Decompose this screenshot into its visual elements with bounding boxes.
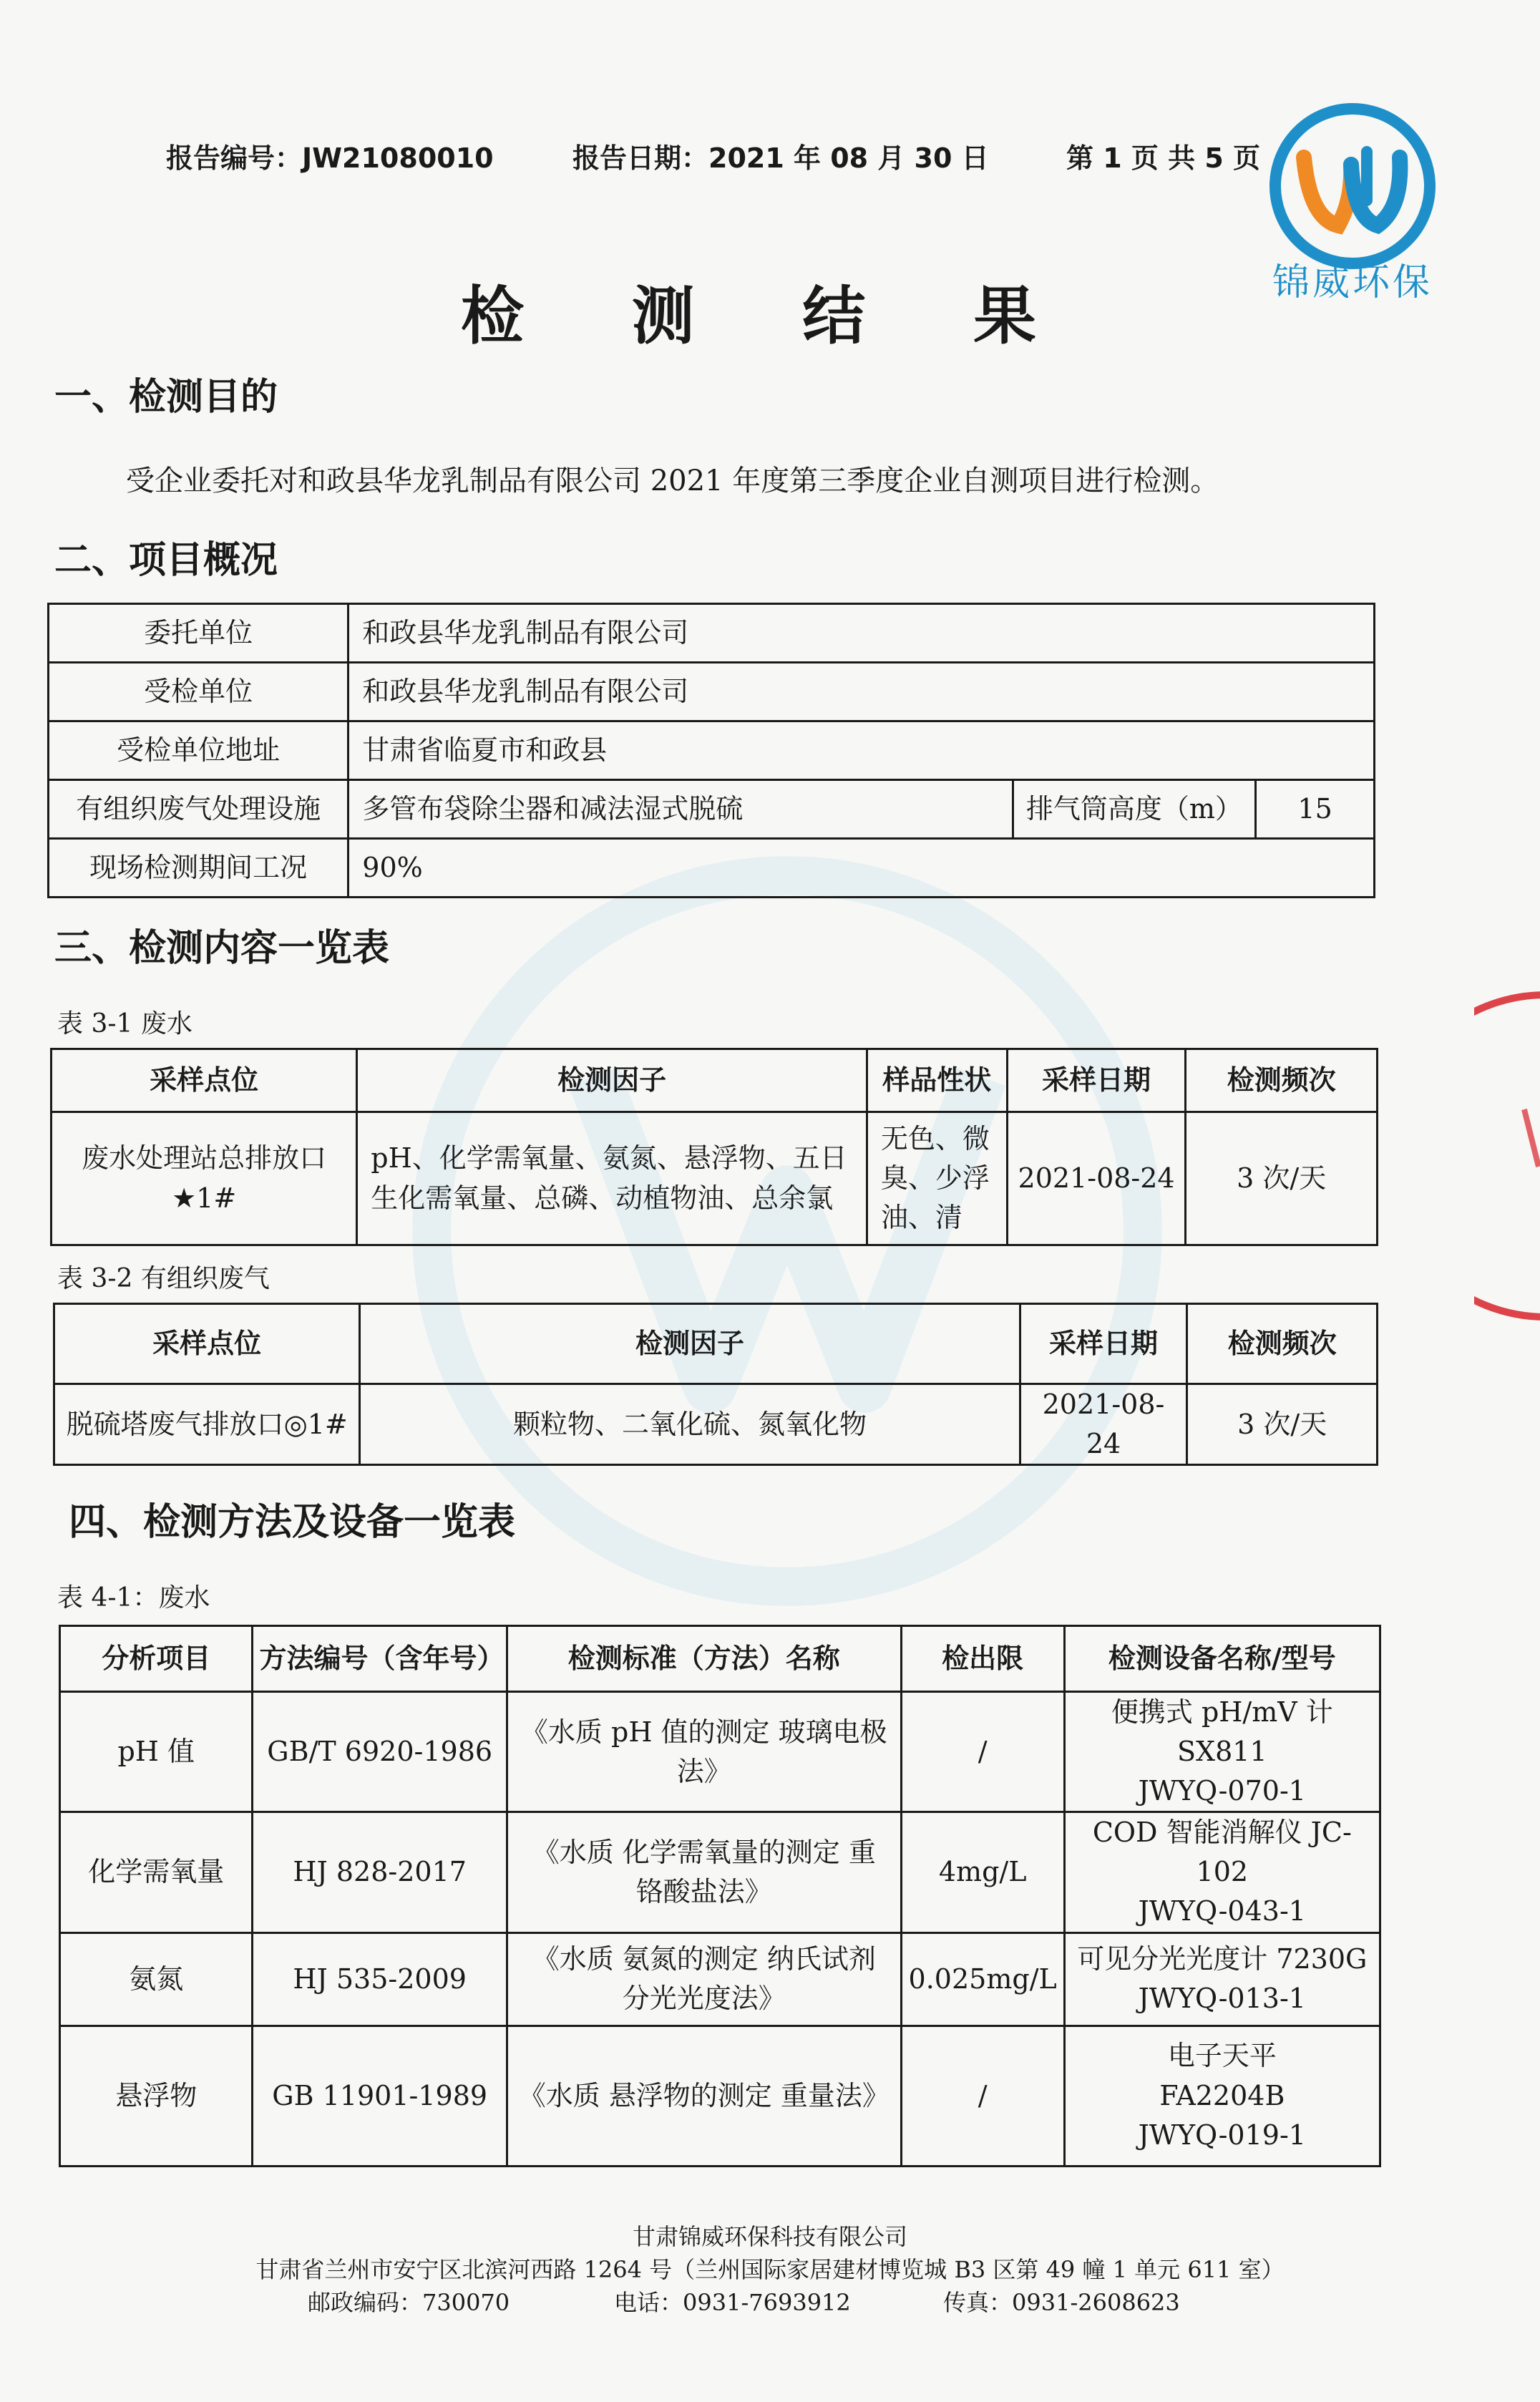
table-row	[60, 2026, 1380, 2166]
table-header-row	[52, 1049, 1378, 1112]
text-line: 生化需氧量、总磷、动植物油、总余氯	[371, 1182, 834, 1214]
item-cell: 化学需氧量	[60, 1812, 253, 1932]
project-overview-table	[47, 603, 1375, 898]
footer-phone: 电话：0931-7693912	[614, 2289, 851, 2316]
section-1-heading: 一、检测目的	[54, 376, 278, 419]
value-cell: 和政县华龙乳制品有限公司	[349, 604, 1375, 663]
text-line: 法》	[676, 1755, 731, 1787]
text-line: 便携式 pH/mV 计 SX811	[1111, 1696, 1333, 1768]
limit-cell: /	[901, 1692, 1064, 1812]
table-3-2-caption: 表 3-2 有组织废气	[57, 1264, 270, 1293]
section-1-text: 受企业委托对和政县华龙乳制品有限公司 2021 年度第三季度企业自测项目进行检测。	[126, 465, 1219, 497]
standard-cell	[507, 1932, 901, 2026]
text-line: ★1#	[172, 1182, 237, 1214]
page-number: 第 1 页 共 5 页	[1066, 142, 1261, 174]
table-row	[60, 1932, 1380, 2026]
table-row	[60, 1812, 1380, 1932]
code-cell: GB/T 6920-1986	[253, 1692, 507, 1812]
table-row	[60, 1692, 1380, 1812]
limit-cell: 4mg/L	[901, 1812, 1064, 1932]
table-3-1	[50, 1048, 1378, 1246]
text-line: 《水质 化学需氧量的测定 重	[532, 1836, 876, 1868]
label-cell: 有组织废气处理设施	[49, 780, 349, 839]
table-row	[49, 721, 1375, 780]
text-line: 油、清	[880, 1202, 962, 1234]
sampling-point-cell	[52, 1112, 357, 1245]
text-line: JWYQ-043-1	[1138, 1895, 1306, 1927]
equipment-cell	[1064, 1812, 1380, 1932]
text-line: COD 智能消解仪 JC-102	[1092, 1817, 1352, 1888]
value-cell: 90%	[349, 839, 1375, 898]
value-cell: 15	[1256, 780, 1375, 839]
table-4-1	[59, 1625, 1381, 2167]
column-header: 采样日期	[1007, 1049, 1186, 1112]
footer-company: 甘肃锦威环保科技有限公司	[632, 2223, 907, 2250]
value-cell: 甘肃省临夏市和政县	[349, 721, 1375, 780]
date-cell: 2021-08-24	[1007, 1112, 1186, 1245]
label-cell: 现场检测期间工况	[49, 839, 349, 898]
item-cell: pH 值	[60, 1692, 253, 1812]
label-cell: 排气筒高度（m）	[1013, 780, 1256, 839]
column-header: 采样点位	[52, 1049, 357, 1112]
item-cell: 氨氮	[60, 1932, 253, 2026]
limit-cell: /	[901, 2026, 1064, 2166]
equipment-cell	[1064, 1932, 1380, 2026]
report-date: 报告日期：2021 年 08 月 30 日	[572, 142, 989, 174]
column-header: 样品性状	[867, 1049, 1007, 1112]
code-cell: GB 11901-1989	[253, 2026, 507, 2166]
section-2-heading: 二、项目概况	[54, 539, 278, 582]
column-header: 检测设备名称/型号	[1064, 1626, 1380, 1692]
code-cell: HJ 828-2017	[253, 1812, 507, 1932]
date-cell: 2021-08-24	[1020, 1384, 1187, 1465]
red-seal-stamp	[1474, 988, 1540, 1324]
column-header: 检测频次	[1187, 1304, 1378, 1384]
label-cell: 受检单位地址	[49, 721, 349, 780]
column-header: 采样点位	[54, 1304, 360, 1384]
frequency-cell: 3 次/天	[1186, 1112, 1378, 1245]
text-line: JWYQ-070-1	[1138, 1775, 1306, 1807]
label-cell: 受检单位	[49, 663, 349, 721]
table-row	[49, 839, 1375, 898]
footer-postcode: 邮政编码：730070	[308, 2289, 510, 2316]
value-cell: 多管布袋除尘器和减法湿式脱硫	[349, 780, 1013, 839]
footer-address: 甘肃省兰州市安宁区北滨河西路 1264 号（兰州国际家居建材博览城 B3 区第 49 幢 1 单元 611 室）	[255, 2256, 1285, 2283]
equipment-cell	[1064, 1692, 1380, 1812]
item-cell: 悬浮物	[60, 2026, 253, 2166]
equipment-cell	[1064, 2026, 1380, 2166]
table-3-2	[53, 1303, 1378, 1466]
column-header: 检测频次	[1186, 1049, 1378, 1112]
standard-cell: 《水质 悬浮物的测定 重量法》	[507, 2026, 901, 2166]
code-cell: HJ 535-2009	[253, 1932, 507, 2026]
limit-cell: 0.025mg/L	[901, 1932, 1064, 2026]
column-header: 检测因子	[360, 1304, 1020, 1384]
column-header: 方法编号（含年号）	[253, 1626, 507, 1692]
footer-fax: 传真：0931-2608623	[943, 2289, 1180, 2316]
column-header: 检测标准（方法）名称	[507, 1626, 901, 1692]
text-line: 可见分光光度计 7230G	[1077, 1942, 1368, 1975]
text-line: 铬酸盐法》	[635, 1875, 772, 1907]
value-cell: 和政县华龙乳制品有限公司	[349, 663, 1375, 721]
factors-cell	[357, 1112, 867, 1245]
report-number: 报告编号：JW21080010	[166, 142, 494, 174]
text-line: 分光光度法》	[622, 1983, 786, 2015]
text-line: FA2204B	[1159, 2079, 1285, 2111]
logo-text: 锦威环保	[1272, 261, 1433, 304]
table-3-1-caption: 表 3-1 废水	[57, 1009, 192, 1039]
table-4-1-caption: 表 4-1：废水	[57, 1583, 210, 1613]
text-line: 废水处理站总排放口	[82, 1142, 327, 1175]
text-line: 《水质 pH 值的测定 玻璃电极	[520, 1716, 887, 1748]
text-line: pH、化学需氧量、氨氮、悬浮物、五日	[371, 1142, 847, 1175]
table-header-row	[54, 1304, 1378, 1384]
text-line: JWYQ-013-1	[1138, 1983, 1306, 2015]
page-title: 检 测 结 果	[461, 279, 1079, 353]
table-row	[49, 663, 1375, 721]
column-header: 采样日期	[1020, 1304, 1187, 1384]
table-row	[49, 604, 1375, 663]
standard-cell	[507, 1812, 901, 1932]
table-header-row	[60, 1626, 1380, 1692]
section-4-heading: 四、检测方法及设备一览表	[69, 1501, 516, 1544]
text-line: 电子天平	[1167, 2040, 1277, 2072]
text-line: 《水质 氨氮的测定 纳氏试剂	[532, 1942, 876, 1975]
factors-cell: 颗粒物、二氧化硫、氮氧化物	[360, 1384, 1020, 1465]
table-row	[49, 780, 1375, 839]
table-row	[54, 1384, 1378, 1465]
sampling-point-cell: 脱硫塔废气排放口◎1#	[54, 1384, 360, 1465]
column-header: 分析项目	[60, 1626, 253, 1692]
label-cell: 委托单位	[49, 604, 349, 663]
frequency-cell: 3 次/天	[1187, 1384, 1378, 1465]
text-line: 臭、少浮	[880, 1162, 990, 1194]
column-header: 检出限	[901, 1626, 1064, 1692]
table-row	[52, 1112, 1378, 1245]
column-header: 检测因子	[357, 1049, 867, 1112]
section-3-heading: 三、检测内容一览表	[54, 927, 390, 970]
standard-cell	[507, 1692, 901, 1812]
text-line: 无色、微	[880, 1122, 990, 1154]
text-line: JWYQ-019-1	[1138, 2119, 1306, 2151]
sample-nature-cell	[867, 1112, 1007, 1245]
